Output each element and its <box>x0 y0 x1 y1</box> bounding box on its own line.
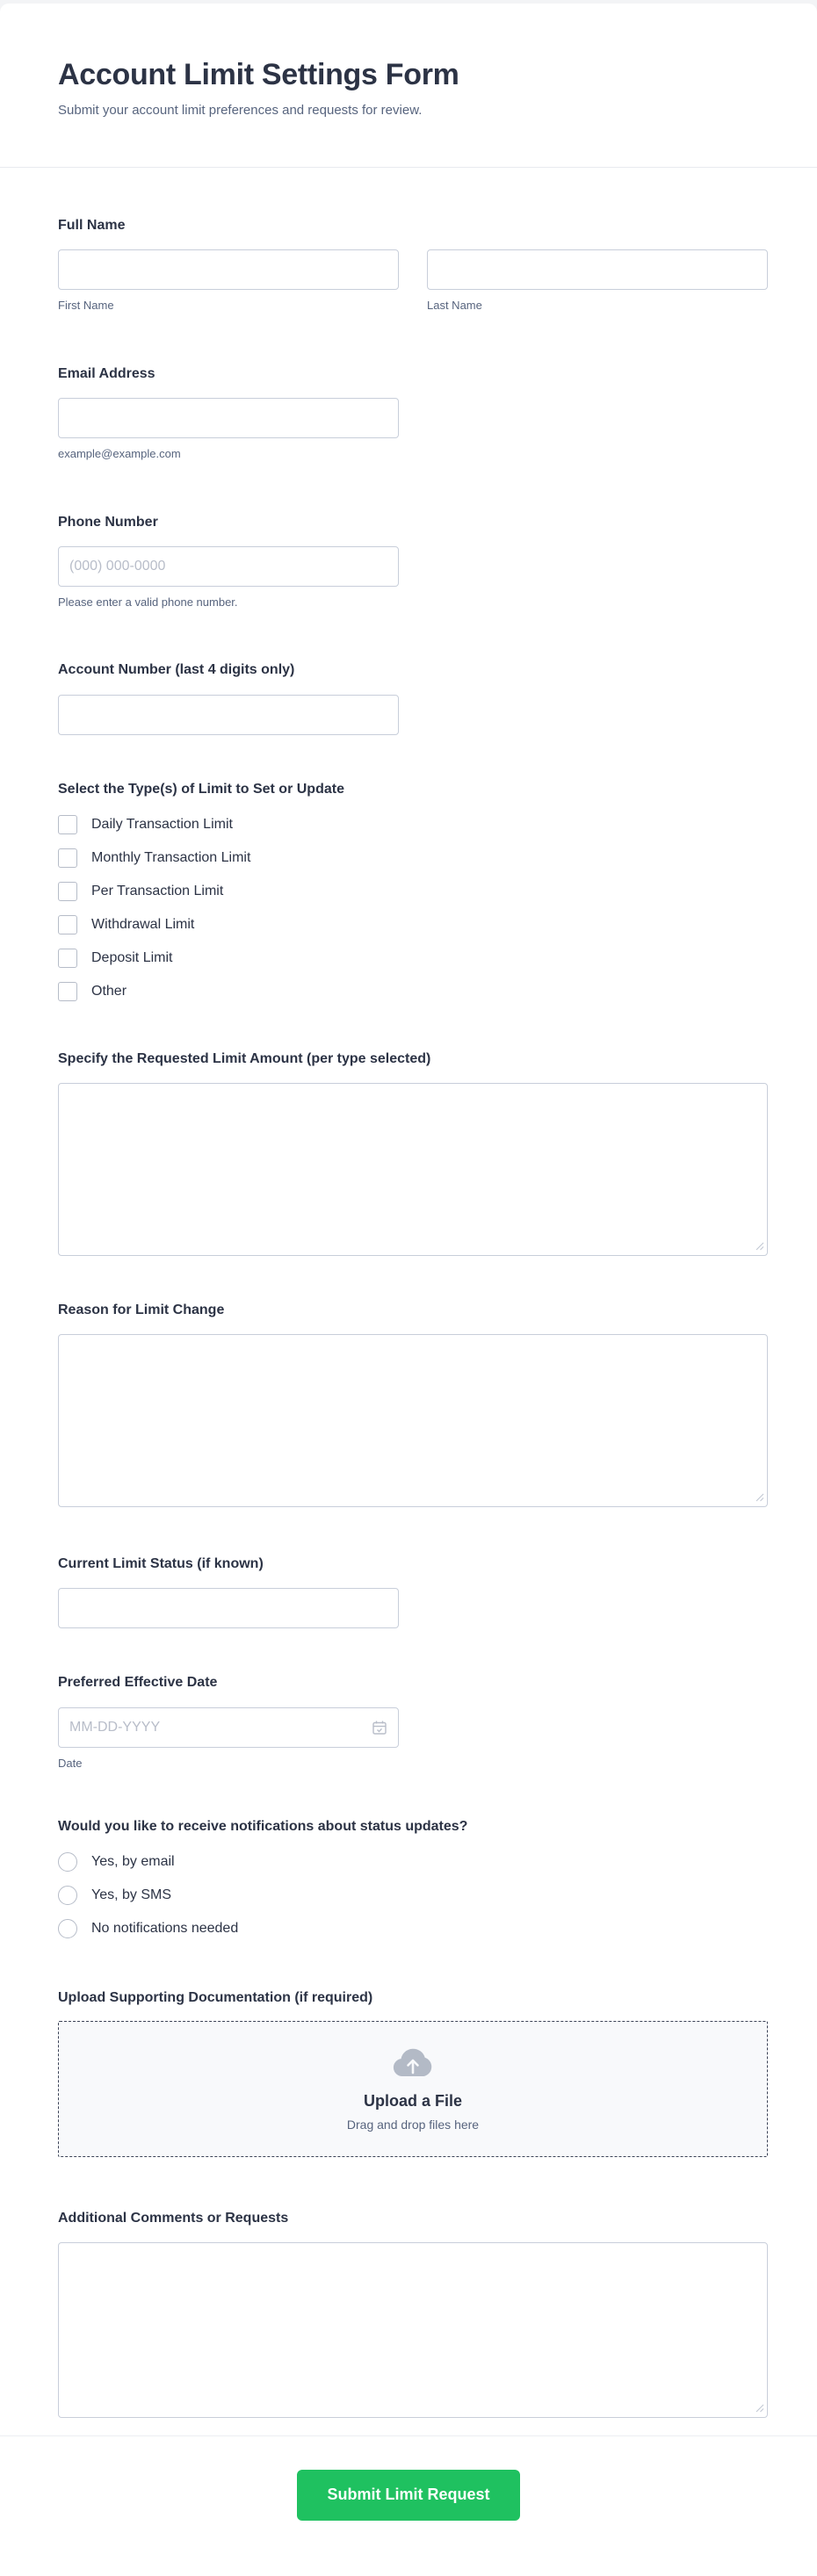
checkbox-option-deposit-limit[interactable] <box>58 949 768 968</box>
checkbox-option-monthly-transaction-limit[interactable] <box>58 848 768 868</box>
field-effective-date <box>58 1674 768 1770</box>
field-phone <box>58 514 768 610</box>
daily-transaction-limit-label[interactable]: Daily Transaction Limit <box>91 816 233 832</box>
other-limit-label[interactable]: Other <box>91 983 127 999</box>
withdrawal-limit-checkbox[interactable] <box>58 915 77 934</box>
form-card <box>0 4 817 2576</box>
field-account-number <box>58 661 768 734</box>
comments-textarea[interactable] <box>58 2242 768 2418</box>
field-reason <box>58 1302 768 1507</box>
email-input[interactable] <box>58 398 399 438</box>
field-current-status <box>58 1555 768 1628</box>
email-helper: example@example.com <box>58 447 181 461</box>
cloud-upload-icon <box>390 2046 436 2082</box>
account-number-label: Account Number (last 4 digits only) <box>58 662 295 678</box>
last-name-input[interactable] <box>427 249 768 290</box>
current-status-label: Current Limit Status (if known) <box>58 1556 264 1572</box>
field-limit-types <box>58 781 768 1001</box>
first-name-input[interactable] <box>58 249 399 290</box>
checkbox-option-per-transaction-limit[interactable] <box>58 882 768 901</box>
account-number-input[interactable] <box>58 695 399 735</box>
comments-label: Additional Comments or Requests <box>58 2210 289 2226</box>
comments-wrap <box>58 2242 768 2418</box>
reason-label: Reason for Limit Change <box>58 1302 225 1317</box>
reason-textarea[interactable] <box>58 1334 768 1507</box>
date-input-wrap <box>58 1707 399 1748</box>
date-sublabel: Date <box>58 1756 83 1770</box>
phone-input[interactable] <box>58 546 399 587</box>
per-transaction-limit-label[interactable]: Per Transaction Limit <box>91 883 224 898</box>
footer-divider <box>0 2435 817 2436</box>
field-notifications <box>58 1818 768 1938</box>
current-status-input[interactable] <box>58 1588 399 1628</box>
page-subtitle: Submit your account limit preferences and requests for review. <box>58 103 423 119</box>
field-upload <box>58 1989 768 2156</box>
monthly-transaction-limit-checkbox[interactable] <box>58 848 77 868</box>
first-name-col <box>58 249 399 313</box>
upload-title: Upload a File <box>363 2091 463 2110</box>
radio-option-yes-by-sms[interactable] <box>58 1886 768 1905</box>
field-comments <box>58 2210 768 2418</box>
requested-amount-label: Specify the Requested Limit Amount (per type selected) <box>58 1050 431 1066</box>
no-notifications-radio[interactable] <box>58 1919 77 1938</box>
phone-helper: Please enter a valid phone number. <box>58 595 238 609</box>
last-name-col <box>427 249 768 313</box>
monthly-transaction-limit-label[interactable]: Monthly Transaction Limit <box>91 849 251 865</box>
field-full-name <box>58 217 768 313</box>
email-label: Email Address <box>58 365 155 381</box>
daily-transaction-limit-checkbox[interactable] <box>58 815 77 834</box>
upload-label: Upload Supporting Documentation (if required) <box>58 1990 373 2006</box>
per-transaction-limit-checkbox[interactable] <box>58 882 77 901</box>
field-email <box>58 365 768 461</box>
yes-by-email-radio[interactable] <box>58 1852 77 1872</box>
yes-by-email-label[interactable]: Yes, by email <box>91 1854 175 1870</box>
withdrawal-limit-label[interactable]: Withdrawal Limit <box>91 916 195 932</box>
limit-types-list <box>58 815 768 1001</box>
form-body <box>0 217 817 2418</box>
notifications-label: Would you like to receive notifications about status updates? <box>58 1819 468 1835</box>
last-name-sublabel: Last Name <box>427 299 482 313</box>
upload-dropzone[interactable] <box>58 2021 768 2157</box>
phone-label: Phone Number <box>58 514 158 530</box>
requested-amount-wrap <box>58 1083 768 1256</box>
date-input[interactable] <box>58 1707 399 1748</box>
button-bar <box>0 2470 817 2565</box>
checkbox-option-daily-transaction-limit[interactable] <box>58 815 768 834</box>
radio-option-yes-by-email[interactable] <box>58 1852 768 1872</box>
resize-grip-icon[interactable] <box>756 2404 764 2413</box>
limit-types-label: Select the Type(s) of Limit to Set or Update <box>58 781 344 797</box>
yes-by-sms-radio[interactable] <box>58 1886 77 1905</box>
first-name-sublabel: First Name <box>58 299 114 313</box>
deposit-limit-label[interactable]: Deposit Limit <box>91 949 173 965</box>
full-name-label: Full Name <box>58 218 126 234</box>
yes-by-sms-label[interactable]: Yes, by SMS <box>91 1887 172 1903</box>
notifications-list <box>58 1852 768 1938</box>
checkbox-option-other[interactable] <box>58 982 768 1001</box>
resize-grip-icon[interactable] <box>756 1242 764 1251</box>
reason-wrap <box>58 1334 768 1507</box>
radio-option-no-notifications[interactable] <box>58 1919 768 1938</box>
submit-button[interactable]: Submit Limit Request <box>297 2470 519 2521</box>
form-header <box>0 4 817 119</box>
calendar-icon[interactable] <box>372 1720 387 1735</box>
effective-date-label: Preferred Effective Date <box>58 1675 218 1691</box>
checkbox-option-withdrawal-limit[interactable] <box>58 915 768 934</box>
no-notifications-label[interactable]: No notifications needed <box>91 1921 239 1937</box>
requested-amount-textarea[interactable] <box>58 1083 768 1256</box>
deposit-limit-checkbox[interactable] <box>58 949 77 968</box>
page-title: Account Limit Settings Form <box>58 58 459 91</box>
header-divider <box>0 167 817 168</box>
full-name-row <box>58 249 768 313</box>
resize-grip-icon[interactable] <box>756 1493 764 1502</box>
upload-hint: Drag and drop files here <box>346 2117 480 2132</box>
field-requested-amount <box>58 1050 768 1256</box>
other-limit-checkbox[interactable] <box>58 982 77 1001</box>
